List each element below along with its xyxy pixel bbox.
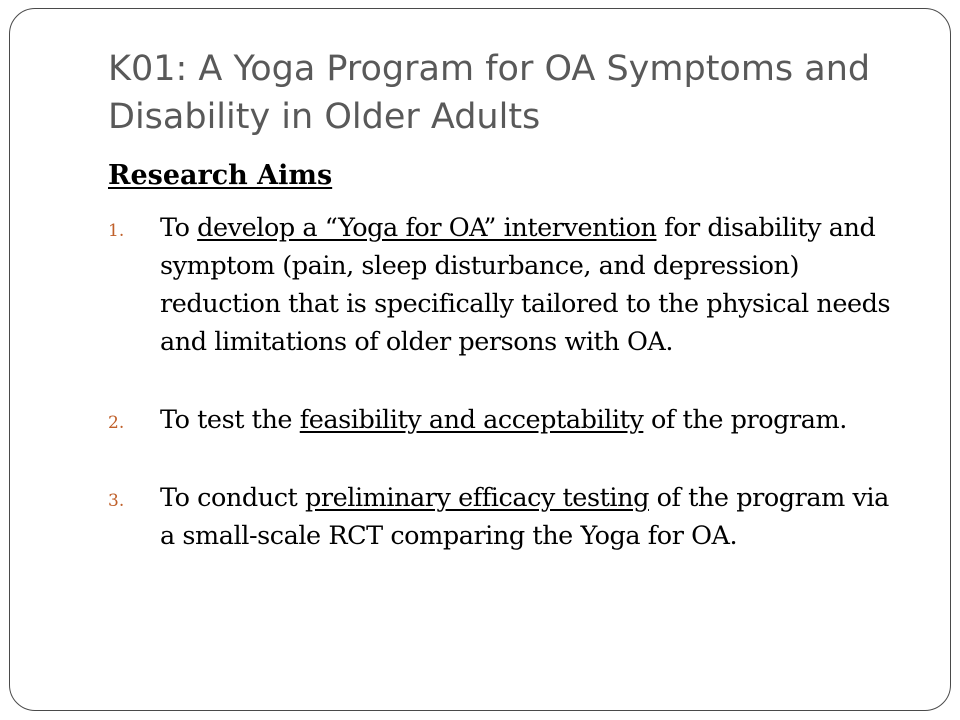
section-heading: Research Aims (108, 160, 333, 191)
aim-item-2 (108, 401, 908, 439)
aim-text-pre: To conduct (160, 483, 305, 513)
aim-text-pre: To test the (160, 405, 300, 435)
aim-item-1 (108, 209, 908, 361)
aim-emphasis: feasibility and acceptability (299, 405, 644, 435)
aim-number: 3. (108, 491, 125, 511)
aim-text-post: for disability and symptom (pain, sleep disturbance, and depression) reduction that is specifically tailored to the physical needs and limitations of older persons with OA. (160, 213, 891, 357)
aims-list (108, 209, 908, 555)
aim-text-pre: To (160, 213, 198, 243)
aim-text-post: of the program via a small-scale RCT comparing the Yoga for OA. (160, 483, 889, 551)
aim-number: 1. (108, 221, 125, 241)
aim-emphasis: develop a “Yoga for OA” intervention (197, 213, 657, 243)
aim-item-3 (108, 479, 908, 555)
aim-text-post: of the program. (643, 405, 847, 435)
aim-emphasis: preliminary efficacy testing (304, 483, 649, 513)
slide-title: K01: A Yoga Program for OA Symptoms and Disability in Older Adults (108, 49, 871, 137)
slide (9, 8, 951, 711)
aim-number: 2. (108, 413, 125, 433)
